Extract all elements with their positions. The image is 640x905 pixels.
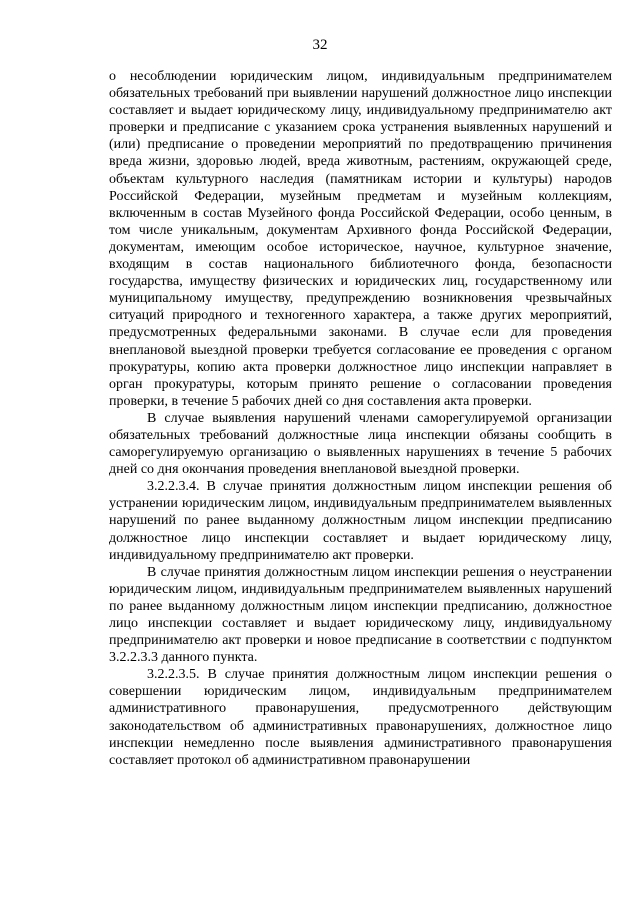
page-number: 32 [312,37,328,53]
paragraph-continuation: о несоблюдении юридическим лицом, индивидуальным предпринимателем обязательных требований при выявлении нарушений должностное лицо инспекции составляет и выдает юридическому лицу, индивидуальному предпринимателю акт проверки и предписание с указанием срока устранения выявленных нарушений и (или) предписание о проведении мероприятий по предотвращению причинения вреда жизни, здоровью людей, вреда животным, растениям, окружающей среде, объектам культурного наследия (памятникам истории и культуры) народов Российской Федерации, музейным предметам и музейным коллекциям, включенным в состав Музейного фонда Российской Федерации, особо ценным, в том числе уникальным, документам Архивного фонда Российской Федерации, документам, имеющим особое историческое, научное, культурное значение, входящим в состав национального библиотечного фонда, безопасности государства, имуществу физических и юридических лиц, государственному или муниципальному имуществу, предупреждению возникновения чрезвычайных ситуаций природного и техногенного характера, а также других мероприятий, предусмотренных федеральными законами. В случае если для проведения внеплановой выездной проверки требуется согласование ее проведения с органом прокуратуры, копию акта проверки должностное лицо инспекции направляет в орган прокуратуры, которым принято решение о согласовании проведения проверки, в течение 5 рабочих дней со дня составления акта проверки. [109,69,612,409]
paragraph-sro-notification: В случае выявления нарушений членами саморегулируемой организации обязательных требований должностные лица инспекции обязаны сообщить в саморегулируемую организацию о выявленных нарушениях в течение 5 рабочих дней со дня окончания проведения внеплановой выездной проверки. [109,410,612,478]
paragraph-3-2-2-3-4: 3.2.2.3.4. В случае принятия должностным лицом инспекции решения об устранении юридическим лицом, индивидуальным предпринимателем выявленных нарушений по ранее выданному должностным лицом инспекции предписанию должностное лицо инспекции составляет и выдает юридическому лицу, индивидуальному предпринимателю акт проверки. [109,479,612,563]
paragraph-non-elimination: В случае принятия должностным лицом инспекции решения о неустранении юридическим лицом, индивидуальным предпринимателем выявленных нарушений по ранее выданному должностным лицом инспекции предписанию, должностное лицо инспекции составляет и выдает юридическому лицу, индивидуальному предпринимателю акт проверки и новое предписание в соответствии с подпунктом 3.2.2.3.3 данного пункта. [109,564,612,666]
document-body [109,68,612,769]
paragraph-3-2-2-3-5: 3.2.2.3.5. В случае принятия должностным лицом инспекции решения о совершении юридическим лицом, индивидуальным предпринимателем административного правонарушения, предусмотренного действующим законодательством об административных правонарушениях, должностное лицо инспекции немедленно после выявления административного правонарушения составляет протокол об административном правонарушении [109,667,612,768]
